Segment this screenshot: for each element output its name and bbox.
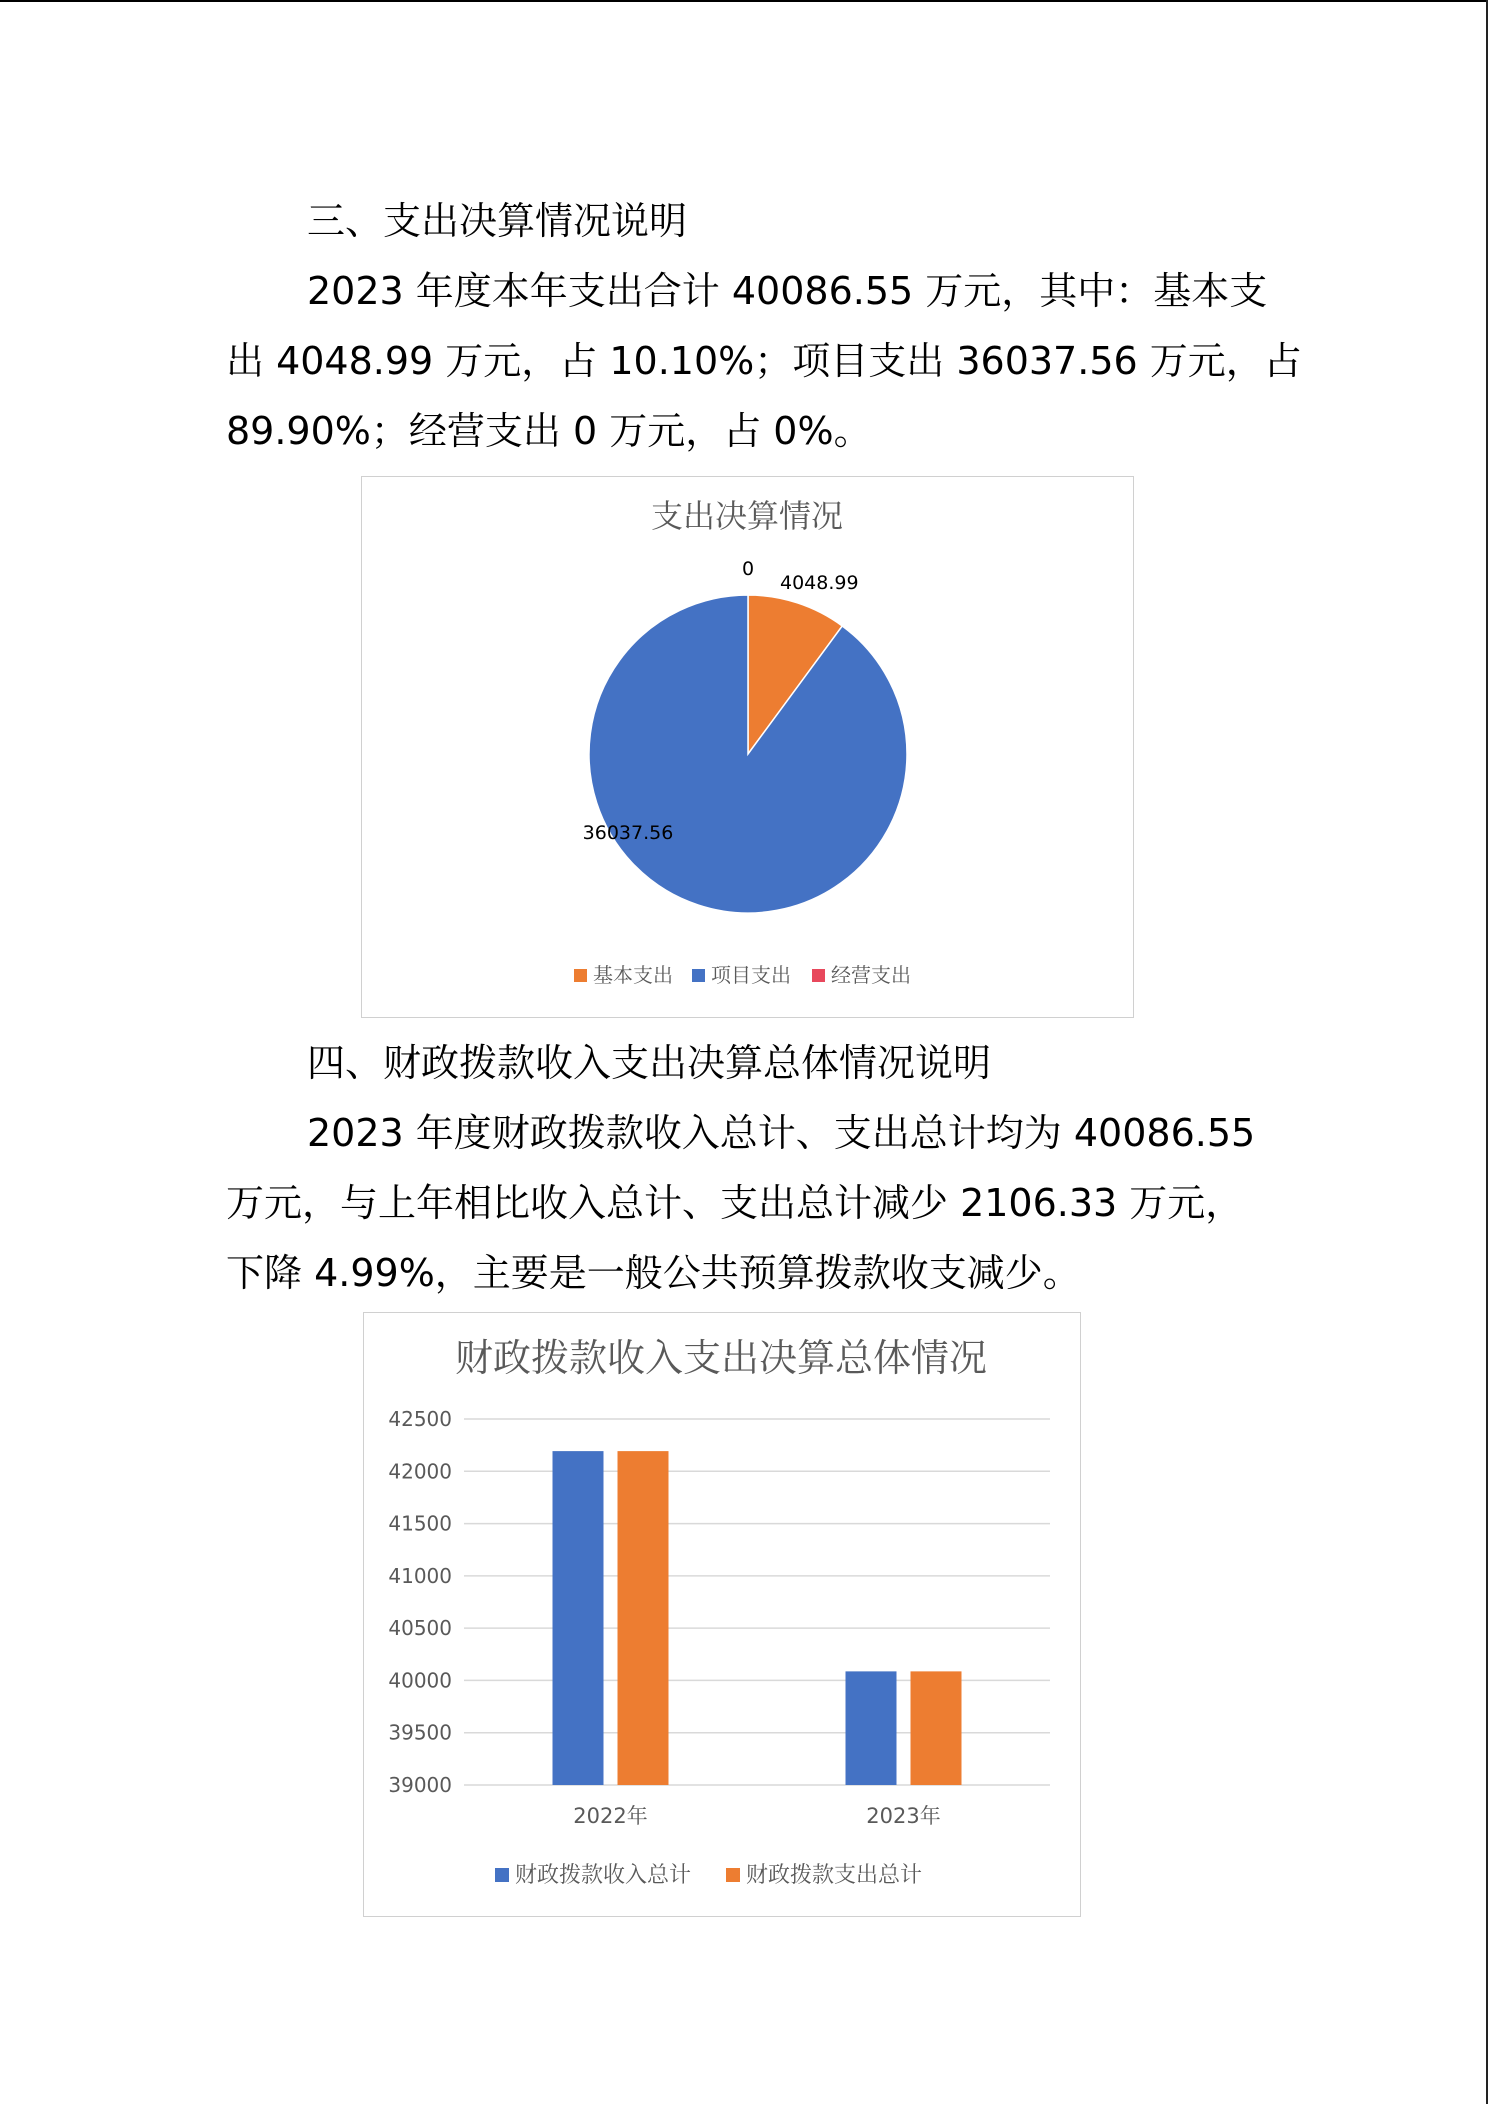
bar-ytick-label-4: 40500 bbox=[388, 1616, 452, 1641]
pie-legend-label-0: 基本支出 bbox=[593, 963, 673, 987]
bar-ytick-label-0: 42500 bbox=[388, 1407, 452, 1431]
section3-line-2: 出 4048.99 万元，占 10.10%；项目支出 36037.56 万元，占 bbox=[226, 339, 1302, 383]
pie-chart-box bbox=[361, 476, 1134, 1018]
bar-0-0 bbox=[553, 1451, 604, 1785]
pie-legend-swatch-0 bbox=[574, 969, 587, 982]
pie-data-label-1: 36037.56 bbox=[582, 822, 674, 844]
bar-ytick-label-7: 39000 bbox=[388, 1773, 452, 1797]
bar-1-1 bbox=[911, 1671, 962, 1785]
bar-xtick-label-1: 2023年 bbox=[866, 1804, 941, 1828]
pie-slice-1 bbox=[589, 595, 907, 913]
pie-legend-label-2: 经营支出 bbox=[831, 963, 911, 987]
bar-legend-swatch-1 bbox=[726, 1868, 740, 1882]
bar-legend-label-1: 财政拨款支出总计 bbox=[746, 1863, 923, 1888]
bar-chart-box bbox=[363, 1312, 1081, 1917]
section4-line-1: 2023 年度财政拨款收入总计、支出总计均为 40086.55 bbox=[307, 1111, 1256, 1155]
pie-data-label-2: 0 bbox=[741, 558, 755, 580]
section3-heading: 三、支出决算情况说明 bbox=[307, 199, 688, 243]
pie-title: 支出决算情况 bbox=[650, 497, 844, 535]
bar-legend-label-0: 财政拨款收入总计 bbox=[515, 1863, 692, 1888]
bar-legend-swatch-0 bbox=[495, 1868, 509, 1882]
section4-line-2: 万元，与上年相比收入总计、支出总计减少 2106.33 万元， bbox=[226, 1181, 1244, 1225]
bar-1-0 bbox=[846, 1671, 897, 1785]
page-border-top bbox=[0, 0, 1488, 2]
section3-line-3: 89.90%；经营支出 0 万元，占 0%。 bbox=[226, 409, 872, 453]
section4-line-3: 下降 4.99%，主要是一般公共预算拨款收支减少。 bbox=[226, 1251, 1081, 1295]
pie-chart bbox=[362, 477, 1132, 1016]
section4-heading: 四、财政拨款收入支出决算总体情况说明 bbox=[307, 1041, 992, 1085]
bar-0-1 bbox=[618, 1451, 669, 1785]
bar-ytick-label-1: 42000 bbox=[388, 1459, 452, 1484]
bar-chart bbox=[364, 1313, 1079, 1915]
section3-line-1: 2023 年度本年支出合计 40086.55 万元，其中：基本支 bbox=[307, 269, 1268, 313]
pie-data-label-0: 4048.99 bbox=[780, 572, 859, 594]
bar-ytick-label-5: 40000 bbox=[388, 1668, 452, 1693]
pie-legend-swatch-1 bbox=[692, 969, 705, 982]
pie-legend-label-1: 项目支出 bbox=[711, 963, 791, 987]
bar-ytick-label-6: 39500 bbox=[388, 1720, 452, 1745]
bar-title: 财政拨款收入支出决算总体情况 bbox=[454, 1336, 988, 1380]
bar-xtick-label-0: 2022年 bbox=[573, 1804, 648, 1828]
bar-ytick-label-2: 41500 bbox=[388, 1511, 452, 1536]
bar-ytick-label-3: 41000 bbox=[388, 1563, 452, 1588]
pie-legend-swatch-2 bbox=[812, 969, 825, 982]
